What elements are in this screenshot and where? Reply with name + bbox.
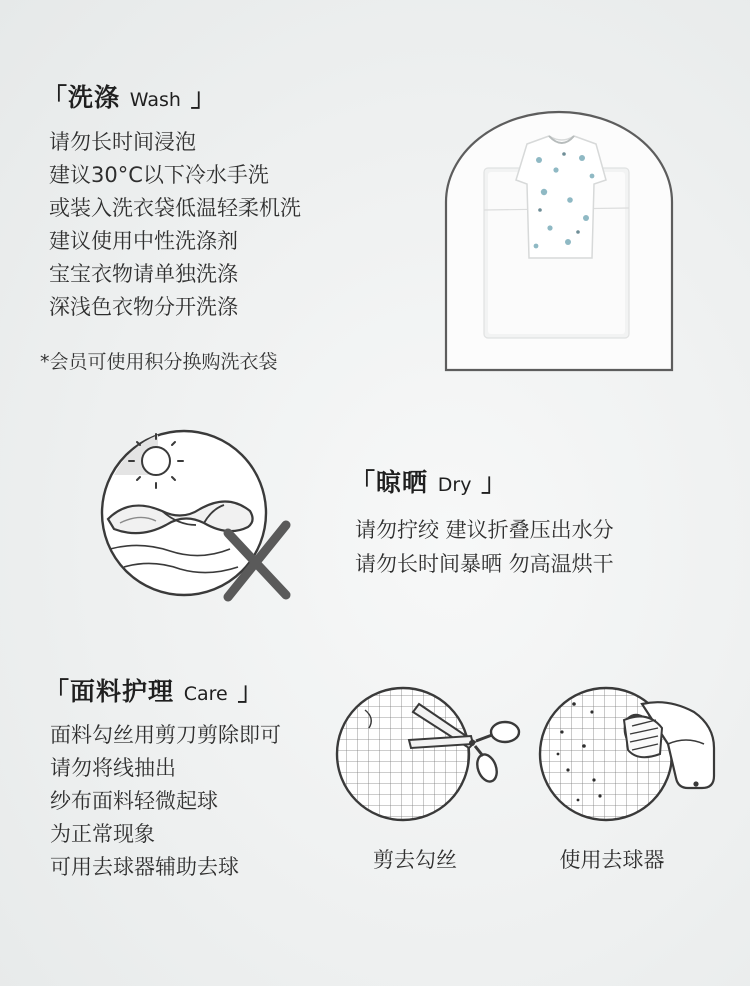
- wash-line-1: 请勿长时间浸泡: [49, 130, 196, 154]
- dry-heading: [350, 463, 507, 499]
- wash-bracket-close: 」: [190, 83, 217, 112]
- dry-title-en: Dry: [437, 474, 472, 496]
- caption-cut-snag: 剪去勾丝: [373, 848, 457, 872]
- wash-member-note: *会员可使用积分换购洗衣袋: [40, 351, 278, 373]
- dry-title-cn: 晾晒: [376, 468, 429, 497]
- dry-line-1: 请勿拧绞 建议折叠压出水分: [355, 518, 614, 542]
- dry-illustration: [100, 425, 300, 615]
- care-line-5: 可用去球器辅助去球: [50, 855, 239, 879]
- cut-snag-illustration: [335, 684, 525, 824]
- care-title-en: Care: [183, 683, 228, 705]
- care-title-cn: 面料护理: [70, 677, 175, 706]
- dry-bracket-open: 「: [350, 468, 377, 497]
- care-line-3: 纱布面料轻微起球: [50, 789, 218, 813]
- caption-use-lint-remover: 使用去球器: [559, 848, 665, 872]
- wash-instructions: [49, 126, 301, 324]
- care-bracket-open: 「: [44, 677, 71, 706]
- care-line-4: 为正常现象: [50, 822, 155, 846]
- wash-line-5: 宝宝衣物请单独洗涤: [49, 262, 238, 286]
- wash-line-2: 建议30°C以下冷水手洗: [49, 163, 269, 187]
- care-line-2: 请勿将线抽出: [50, 756, 176, 780]
- dry-bracket-close: 」: [481, 468, 508, 497]
- care-heading: [44, 672, 263, 708]
- wash-title-cn: 洗涤: [68, 83, 121, 112]
- lint-remover-illustration: [538, 684, 718, 824]
- wash-heading: [42, 78, 217, 114]
- laundry-bag-icon: [444, 110, 674, 372]
- wash-line-6: 深浅色衣物分开洗涤: [49, 295, 238, 319]
- dry-line-2: 请勿长时间暴晒 勿高温烘干: [355, 552, 614, 576]
- wash-bracket-open: 「: [42, 83, 69, 112]
- care-instructions: [50, 719, 281, 884]
- wash-line-4: 建议使用中性洗涤剂: [49, 229, 238, 253]
- dry-instructions: [355, 513, 614, 581]
- wash-title-en: Wash: [129, 89, 181, 111]
- care-bracket-close: 」: [237, 677, 264, 706]
- wash-line-3: 或装入洗衣袋低温轻柔机洗: [49, 196, 301, 220]
- care-line-1: 面料勾丝用剪刀剪除即可: [50, 723, 281, 747]
